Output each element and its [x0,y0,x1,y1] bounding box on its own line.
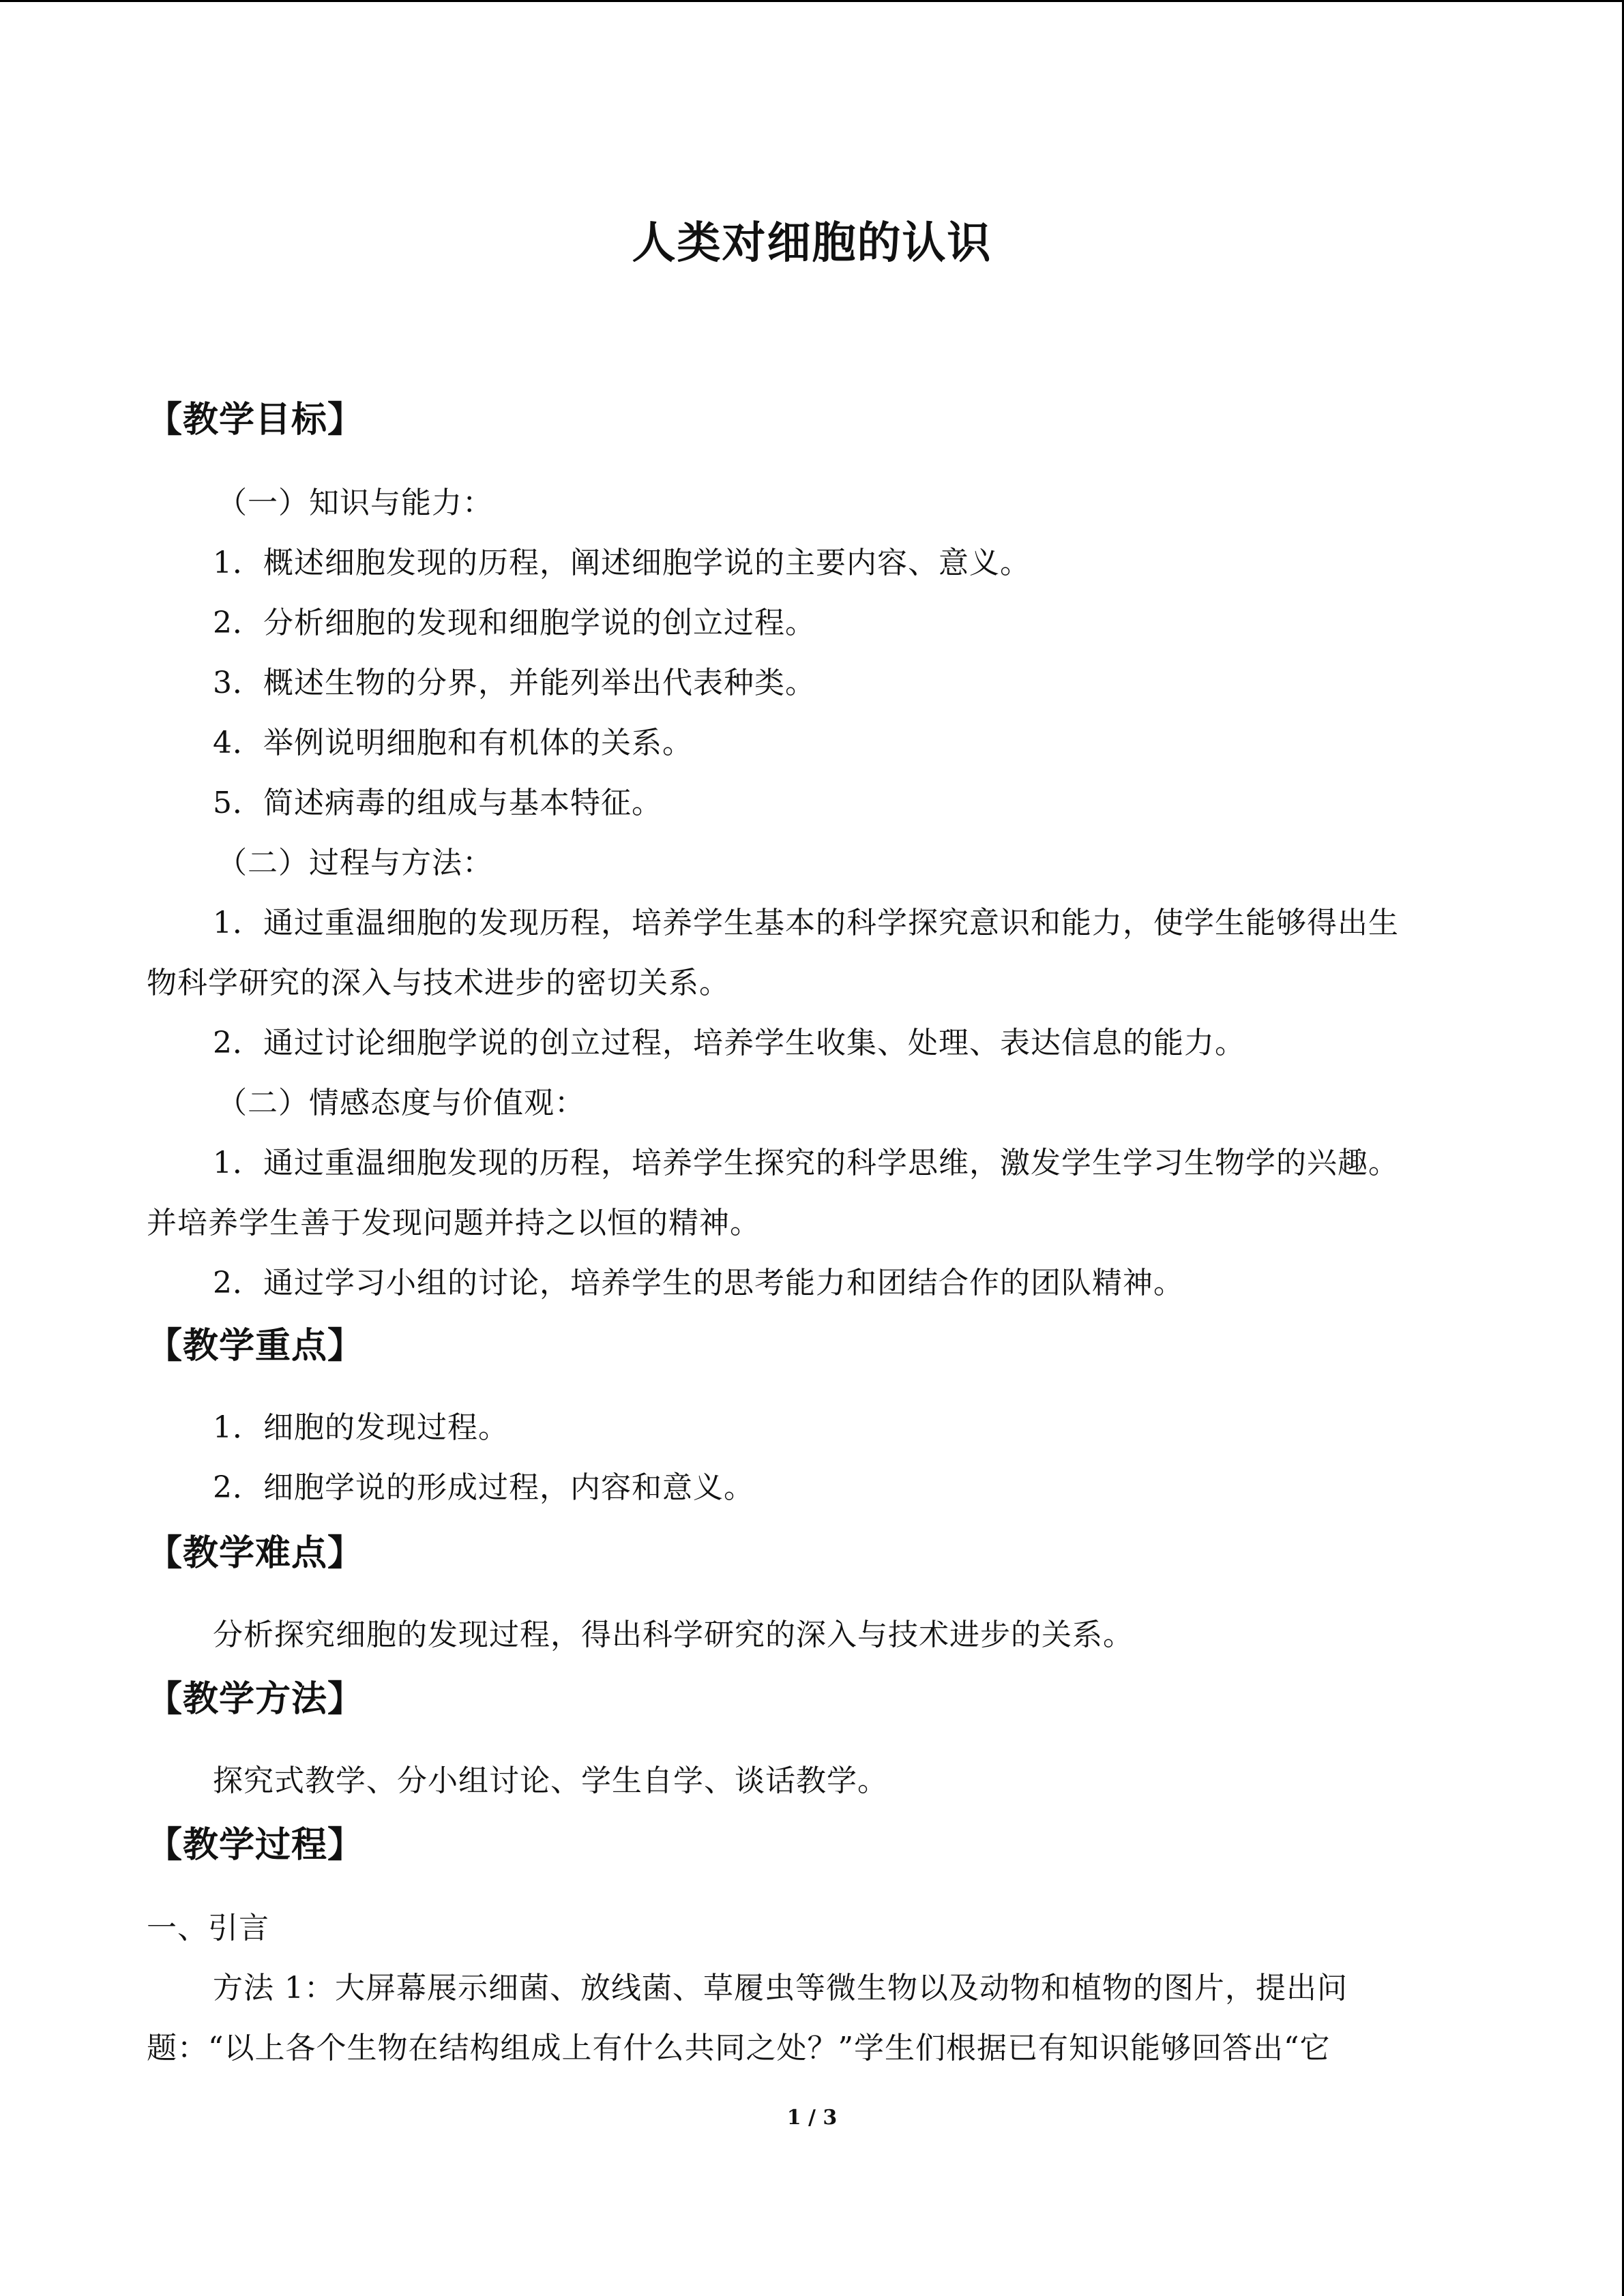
knowledge-item: 1．概述细胞发现的历程，阐述细胞学说的主要内容、意义。 [213,546,1031,580]
objectives-heading: 【教学目标】 [147,399,364,441]
knowledge-item: 2．分析细胞的发现和细胞学说的创立过程。 [213,606,816,640]
knowledge-label: （一）知识与能力： [217,486,493,520]
emotion-item-1-line-1: 1．通过重温细胞发现的历程，培养学生探究的科学思维，激发学生学习生物学的兴趣。 [213,1146,1399,1180]
methods-text: 探究式教学、分小组讨论、学生自学、谈话教学。 [213,1763,888,1798]
process-item-1-line-2: 物科学研究的深入与技术进步的密切关系。 [147,966,730,1000]
methods-heading: 【教学方法】 [147,1678,364,1720]
process-heading: 【教学过程】 [147,1824,364,1866]
page-number: 1 / 3 [786,2106,838,2130]
knowledge-item: 5．简述病毒的组成与基本特征。 [213,786,662,820]
process-item-1-line-1: 1．通过重温细胞的发现历程，培养学生基本的科学探究意识和能力，使学生能够得出生 [213,906,1399,940]
process-item-2: 2．通过讨论细胞学说的创立过程，培养学生收集、处理、表达信息的能力。 [213,1026,1245,1060]
knowledge-item: 4．举例说明细胞和有机体的关系。 [213,726,693,760]
method-1-line-2: 题：“以上各个生物在结构组成上有什么共同之处？”学生们根据已有知识能够回答出“它 [147,2031,1331,2066]
emotion-item-1-line-2: 并培养学生善于发现问题并持之以恒的精神。 [147,1206,761,1240]
process-label: （二）过程与方法： [217,846,493,880]
method-1-line-1: 方法 1：大屏幕展示细菌、放线菌、草履虫等微生物以及动物和植物的图片，提出问 [213,1971,1348,2006]
document-title: 人类对细胞的认识 [632,218,992,269]
key-points-heading: 【教学重点】 [147,1325,364,1367]
key-point-item: 1．细胞的发现过程。 [213,1410,509,1445]
emotion-item-2: 2．通过学习小组的讨论，培养学生的思考能力和团结合作的团队精神。 [213,1266,1184,1300]
difficulties-heading: 【教学难点】 [147,1532,364,1574]
difficulties-text: 分析探究细胞的发现过程，得出科学研究的深入与技术进步的关系。 [213,1617,1134,1652]
process-part-1: 一、引言 [147,1911,269,1945]
emotion-label: （二）情感态度与价值观： [217,1086,585,1120]
key-point-item: 2．细胞学说的形成过程，内容和意义。 [213,1470,754,1505]
knowledge-item: 3．概述生物的分界，并能列举出代表种类。 [213,666,816,700]
